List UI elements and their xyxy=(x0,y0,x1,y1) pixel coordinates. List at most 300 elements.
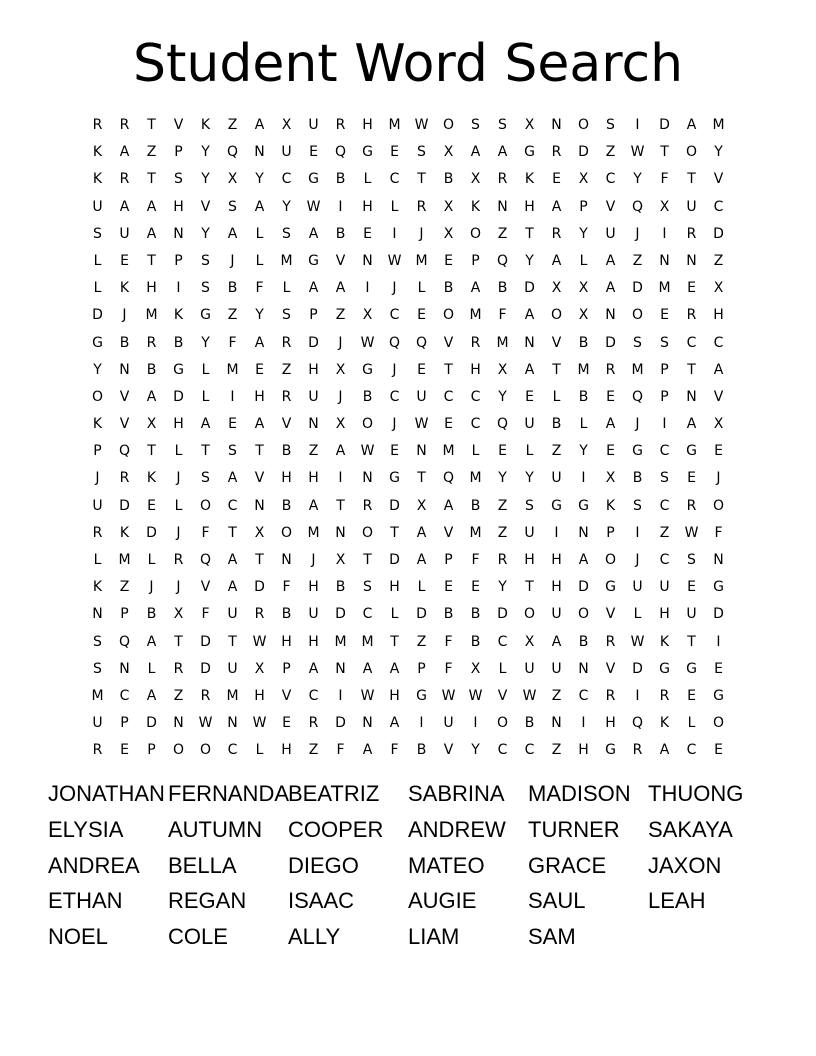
grid-letter: H xyxy=(308,579,319,596)
grid-letter: Y xyxy=(525,252,534,269)
grid-letter: R xyxy=(605,633,616,650)
grid-letter: S xyxy=(417,144,426,161)
grid-letter: I xyxy=(230,388,235,405)
grid-letter: C xyxy=(659,443,670,460)
grid-letter: X xyxy=(362,307,373,324)
grid-letter: R xyxy=(92,117,103,133)
grid-letter: I xyxy=(473,715,478,732)
grid-letter: J xyxy=(392,280,397,297)
word-list-item: ISAAC xyxy=(288,888,355,914)
grid-letter: J xyxy=(338,334,343,351)
grid-letter: E xyxy=(390,443,399,460)
grid-letter: H xyxy=(308,361,319,378)
grid-letter: E xyxy=(228,416,237,433)
grid-letter: N xyxy=(173,225,184,242)
grid-letter: K xyxy=(119,280,130,297)
grid-letter: G xyxy=(686,443,697,460)
grid-letter: M xyxy=(577,361,590,378)
grid-letter: L xyxy=(390,198,399,215)
grid-letter: L xyxy=(363,171,372,188)
grid-letter: W xyxy=(252,633,267,650)
grid-letter: K xyxy=(146,470,157,487)
grid-letter: X xyxy=(173,606,184,623)
grid-letter: D xyxy=(389,552,400,568)
grid-letter: A xyxy=(227,552,238,568)
grid-row xyxy=(84,384,732,411)
grid-letter: O xyxy=(469,225,482,242)
grid-letter: V xyxy=(497,687,508,704)
grid-letter: A xyxy=(605,280,616,297)
grid-letter: J xyxy=(176,470,181,487)
grid-letter: H xyxy=(362,117,373,133)
grid-letter: R xyxy=(119,117,130,133)
grid-letter: X xyxy=(578,307,589,324)
grid-letter: D xyxy=(92,307,103,324)
grid-letter: L xyxy=(282,280,291,297)
grid-letter: N xyxy=(173,715,184,732)
grid-letter: A xyxy=(470,280,481,297)
grid-letter: C xyxy=(686,334,697,351)
grid-letter: C xyxy=(578,687,589,704)
grid-letter: Z xyxy=(551,742,562,759)
grid-letter: M xyxy=(658,280,671,297)
grid-letter: A xyxy=(146,198,157,215)
grid-letter: W xyxy=(414,117,429,133)
grid-letter: D xyxy=(497,606,508,623)
grid-row xyxy=(84,438,732,465)
grid-letter: H xyxy=(605,715,616,732)
grid-letter: Z xyxy=(173,687,184,704)
grid-letter: H xyxy=(524,552,535,568)
grid-letter: R xyxy=(497,552,508,568)
grid-letter: R xyxy=(605,361,616,378)
grid-letter: X xyxy=(497,361,508,378)
grid-letter: E xyxy=(471,579,480,596)
grid-letter: X xyxy=(524,633,535,650)
grid-letter: A xyxy=(308,497,319,514)
grid-letter: S xyxy=(228,198,237,215)
grid-letter: K xyxy=(173,307,184,324)
grid-letter: K xyxy=(659,633,670,650)
grid-letter: C xyxy=(227,497,238,514)
grid-letter: R xyxy=(281,334,292,351)
grid-letter: H xyxy=(308,470,319,487)
word-list-item: GRACE xyxy=(528,852,607,878)
grid-letter: A xyxy=(605,416,616,433)
grid-letter: T xyxy=(228,524,237,541)
grid-letter: E xyxy=(309,144,318,161)
grid-letter: V xyxy=(281,416,292,433)
grid-letter: C xyxy=(713,198,724,215)
grid-letter: C xyxy=(659,552,670,568)
grid-letter: C xyxy=(524,742,535,759)
grid-letter: U xyxy=(632,579,643,596)
grid-letter: W xyxy=(414,416,429,433)
grid-letter: A xyxy=(578,552,589,568)
grid-letter: C xyxy=(389,171,400,188)
grid-letter: P xyxy=(174,144,183,161)
word-list-item: AUGIE xyxy=(408,888,477,914)
grid-letter: Y xyxy=(498,388,507,405)
grid-letter: R xyxy=(146,334,157,351)
grid-letter: F xyxy=(228,334,237,351)
grid-letter: V xyxy=(119,416,130,433)
grid-letter: H xyxy=(551,552,562,568)
grid-letter: V xyxy=(254,470,265,487)
grid-letter: Y xyxy=(201,225,210,242)
grid-letter: J xyxy=(419,225,424,242)
page-title: Student Word Search xyxy=(132,34,684,94)
grid-letter: R xyxy=(659,687,670,704)
grid-letter: E xyxy=(714,742,723,759)
grid-letter: G xyxy=(524,144,535,161)
grid-letter: A xyxy=(227,470,238,487)
grid-letter: H xyxy=(281,742,292,759)
grid-letter: A xyxy=(254,117,265,133)
word-list-item: TURNER xyxy=(528,816,620,842)
grid-letter: X xyxy=(146,416,157,433)
grid-letter: A xyxy=(308,280,319,297)
grid-letter: S xyxy=(201,252,210,269)
grid-letter: J xyxy=(635,225,640,242)
grid-letter: A xyxy=(551,198,562,215)
grid-letter: K xyxy=(605,497,616,514)
grid-letter: U xyxy=(92,497,103,514)
grid-letter: G xyxy=(659,660,670,677)
grid-letter: L xyxy=(498,660,507,677)
grid-letter: N xyxy=(497,198,508,215)
grid-letter: V xyxy=(605,198,616,215)
grid-letter: M xyxy=(496,334,509,351)
grid-letter: E xyxy=(687,687,696,704)
grid-letter: L xyxy=(417,579,426,596)
grid-letter: A xyxy=(227,225,238,242)
grid-letter: H xyxy=(308,633,319,650)
grid-letter: Q xyxy=(199,552,212,568)
grid-letter: E xyxy=(714,660,723,677)
grid-letter: M xyxy=(118,552,131,568)
grid-letter: B xyxy=(416,742,427,759)
grid-letter: G xyxy=(308,252,319,269)
grid-letter: G xyxy=(308,171,319,188)
word-list-item: SABRINA xyxy=(408,781,505,806)
grid-letter: N xyxy=(281,552,292,568)
grid-letter: F xyxy=(201,524,210,541)
grid-letter: Y xyxy=(201,171,210,188)
grid-row xyxy=(84,112,732,139)
grid-letter: N xyxy=(335,660,346,677)
grid-letter: E xyxy=(390,144,399,161)
grid-letter: D xyxy=(416,606,427,623)
grid-letter: A xyxy=(551,252,562,269)
grid-letter: C xyxy=(389,388,400,405)
grid-letter: O xyxy=(496,715,509,732)
grid-letter: L xyxy=(417,280,426,297)
grid-letter: B xyxy=(281,497,292,514)
grid-letter: Q xyxy=(631,198,644,215)
grid-letter: V xyxy=(200,579,211,596)
grid-letter: G xyxy=(92,334,103,351)
grid-letter: E xyxy=(606,443,615,460)
word-list-item: COOPER xyxy=(288,816,384,842)
grid-letter: J xyxy=(635,552,640,568)
grid-letter: L xyxy=(255,252,264,269)
grid-letter: H xyxy=(713,307,724,324)
grid-letter: A xyxy=(335,280,346,297)
grid-letter: X xyxy=(254,660,265,677)
grid-letter: H xyxy=(281,470,292,487)
grid-letter: N xyxy=(713,552,724,568)
grid-letter: E xyxy=(552,171,561,188)
grid-letter: Y xyxy=(633,171,642,188)
grid-letter: B xyxy=(119,334,130,351)
grid-letter: L xyxy=(93,252,102,269)
grid-letter: A xyxy=(146,225,157,242)
grid-letter: Z xyxy=(281,361,292,378)
grid-letter: Z xyxy=(497,497,508,514)
grid-letter: A xyxy=(686,117,697,133)
grid-letter: A xyxy=(443,497,454,514)
grid-letter: X xyxy=(335,552,346,568)
grid-letter: Y xyxy=(282,198,291,215)
grid-letter: R xyxy=(308,715,319,732)
grid-letter: F xyxy=(714,524,723,541)
grid-letter: M xyxy=(469,524,482,541)
grid-letter: F xyxy=(444,633,453,650)
grid-letter: V xyxy=(119,388,130,405)
grid-row xyxy=(84,330,732,357)
grid-letter: Z xyxy=(227,307,238,324)
grid-letter: S xyxy=(201,470,210,487)
grid-letter: F xyxy=(660,171,669,188)
grid-letter: I xyxy=(338,687,343,704)
grid-letter: T xyxy=(390,633,399,650)
grid-letter: M xyxy=(226,687,239,704)
grid-letter: K xyxy=(92,416,103,433)
grid-letter: A xyxy=(308,225,319,242)
grid-letter: Q xyxy=(226,144,239,161)
grid-letter: U xyxy=(92,715,103,732)
grid-letter: U xyxy=(524,416,535,433)
grid-letter: R xyxy=(686,497,697,514)
grid-letter: N xyxy=(254,144,265,161)
grid-letter: P xyxy=(660,361,669,378)
grid-row xyxy=(84,493,732,520)
grid-row xyxy=(84,166,732,193)
grid-letter: B xyxy=(578,388,589,405)
grid-letter: X xyxy=(443,144,454,161)
grid-letter: A xyxy=(254,198,265,215)
grid-letter: A xyxy=(146,633,157,650)
grid-letter: N xyxy=(686,252,697,269)
grid-letter: W xyxy=(522,687,537,704)
word-list-item: ANDREA xyxy=(48,852,140,878)
grid-letter: N xyxy=(551,117,562,133)
grid-letter: X xyxy=(227,171,238,188)
grid-row xyxy=(84,139,732,166)
grid-letter: A xyxy=(659,742,670,759)
grid-letter: C xyxy=(497,633,508,650)
grid-letter: H xyxy=(173,416,184,433)
grid-letter: M xyxy=(145,307,158,324)
grid-row xyxy=(84,520,732,547)
grid-letter: E xyxy=(687,280,696,297)
grid-letter: K xyxy=(659,715,670,732)
grid-letter: F xyxy=(498,307,507,324)
grid-row xyxy=(84,248,732,275)
grid-letter: Q xyxy=(631,715,644,732)
grid-letter: L xyxy=(147,552,156,568)
grid-row xyxy=(84,710,732,737)
grid-letter: C xyxy=(281,171,292,188)
grid-letter: U xyxy=(686,606,697,623)
grid-letter: Q xyxy=(442,470,455,487)
grid-letter: P xyxy=(282,660,291,677)
grid-letter: Z xyxy=(497,524,508,541)
grid-letter: B xyxy=(470,606,481,623)
grid-letter: B xyxy=(362,388,373,405)
grid-letter: Y xyxy=(498,579,507,596)
grid-letter: I xyxy=(392,225,397,242)
grid-letter: O xyxy=(523,606,536,623)
grid-letter: D xyxy=(146,715,157,732)
grid-letter: L xyxy=(174,497,183,514)
grid-letter: G xyxy=(200,307,211,324)
grid-letter: T xyxy=(687,361,696,378)
word-list-item: SAUL xyxy=(528,888,586,914)
grid-letter: O xyxy=(442,307,455,324)
word-list-item: ETHAN xyxy=(48,888,123,914)
grid-letter: A xyxy=(713,361,724,378)
grid-letter: Y xyxy=(579,443,588,460)
grid-letter: R xyxy=(497,171,508,188)
grid-letter: H xyxy=(362,198,373,215)
grid-letter: T xyxy=(525,225,534,242)
word-list-item: NOEL xyxy=(48,924,108,950)
grid-letter: O xyxy=(442,117,455,133)
grid-letter: D xyxy=(713,225,724,242)
grid-letter: D xyxy=(659,117,670,133)
grid-letter: T xyxy=(255,552,264,568)
grid-letter: O xyxy=(604,552,617,568)
grid-letter: E xyxy=(417,307,426,324)
grid-letter: R xyxy=(173,552,184,568)
grid-letter: S xyxy=(633,497,642,514)
grid-letter: A xyxy=(389,660,400,677)
grid-letter: B xyxy=(470,497,481,514)
grid-letter: D xyxy=(335,715,346,732)
grid-letter: T xyxy=(687,171,696,188)
grid-letter: J xyxy=(635,416,640,433)
grid-letter: Q xyxy=(388,334,401,351)
grid-letter: U xyxy=(308,117,319,133)
grid-letter: G xyxy=(362,144,373,161)
grid-letter: U xyxy=(551,660,562,677)
grid-letter: K xyxy=(92,144,103,161)
grid-letter: E xyxy=(687,470,696,487)
word-list-item: THUONG xyxy=(648,781,744,806)
grid-letter: K xyxy=(92,579,103,596)
grid-letter: C xyxy=(470,416,481,433)
grid-letter: S xyxy=(660,334,669,351)
grid-letter: X xyxy=(659,198,670,215)
grid-letter: S xyxy=(282,225,291,242)
grid-letter: A xyxy=(524,307,535,324)
grid-letter: D xyxy=(605,334,616,351)
grid-letter: N xyxy=(524,334,535,351)
grid-letter: P xyxy=(579,198,588,215)
grid-letter: W xyxy=(684,524,699,541)
word-list-item: AUTUMN xyxy=(168,816,263,842)
grid-letter: A xyxy=(200,416,211,433)
grid-letter: L xyxy=(255,225,264,242)
grid-letter: V xyxy=(281,687,292,704)
grid-letter: I xyxy=(554,524,559,541)
word-list-item: DIEGO xyxy=(288,852,359,878)
grid-letter: U xyxy=(551,470,562,487)
grid-letter: N xyxy=(416,443,427,460)
grid-letter: M xyxy=(469,470,482,487)
grid-letter: R xyxy=(686,307,697,324)
grid-letter: A xyxy=(470,144,481,161)
grid-letter: R xyxy=(362,497,373,514)
grid-letter: G xyxy=(416,687,427,704)
word-list-item: JAXON xyxy=(648,852,722,878)
grid-letter: U xyxy=(308,606,319,623)
grid-row xyxy=(84,737,732,764)
grid-letter: R xyxy=(92,524,103,541)
grid-letter: Q xyxy=(118,633,131,650)
grid-row xyxy=(84,194,732,221)
grid-letter: H xyxy=(551,579,562,596)
grid-letter: M xyxy=(631,361,644,378)
grid-letter: M xyxy=(334,633,347,650)
grid-letter: M xyxy=(415,252,428,269)
grid-row xyxy=(84,601,732,628)
grid-letter: N xyxy=(605,307,616,324)
grid-letter: T xyxy=(147,443,156,460)
grid-letter: Z xyxy=(416,633,427,650)
grid-letter: L xyxy=(579,252,588,269)
grid-letter: G xyxy=(362,361,373,378)
grid-letter: U xyxy=(416,388,427,405)
grid-letter: A xyxy=(551,633,562,650)
grid-letter: L xyxy=(174,443,183,460)
grid-letter: F xyxy=(282,579,291,596)
grid-letter: P xyxy=(417,660,426,677)
grid-letter: M xyxy=(280,252,293,269)
grid-row xyxy=(84,656,732,683)
grid-letter: B xyxy=(551,416,562,433)
grid-letter: Z xyxy=(119,579,130,596)
grid-letter: H xyxy=(470,361,481,378)
grid-letter: A xyxy=(524,361,535,378)
grid-letter: S xyxy=(525,497,534,514)
grid-letter: T xyxy=(228,633,237,650)
grid-letter: U xyxy=(119,225,130,242)
grid-letter: Q xyxy=(118,443,131,460)
grid-letter: T xyxy=(525,579,534,596)
word-list-item: BELLA xyxy=(168,852,237,878)
grid-letter: V xyxy=(335,252,346,269)
grid-letter: W xyxy=(198,715,213,732)
grid-letter: Z xyxy=(659,524,670,541)
grid-letter: B xyxy=(524,715,535,732)
grid-letter: T xyxy=(147,252,156,269)
grid-letter: X xyxy=(578,280,589,297)
grid-letter: W xyxy=(360,687,375,704)
grid-letter: E xyxy=(120,252,129,269)
